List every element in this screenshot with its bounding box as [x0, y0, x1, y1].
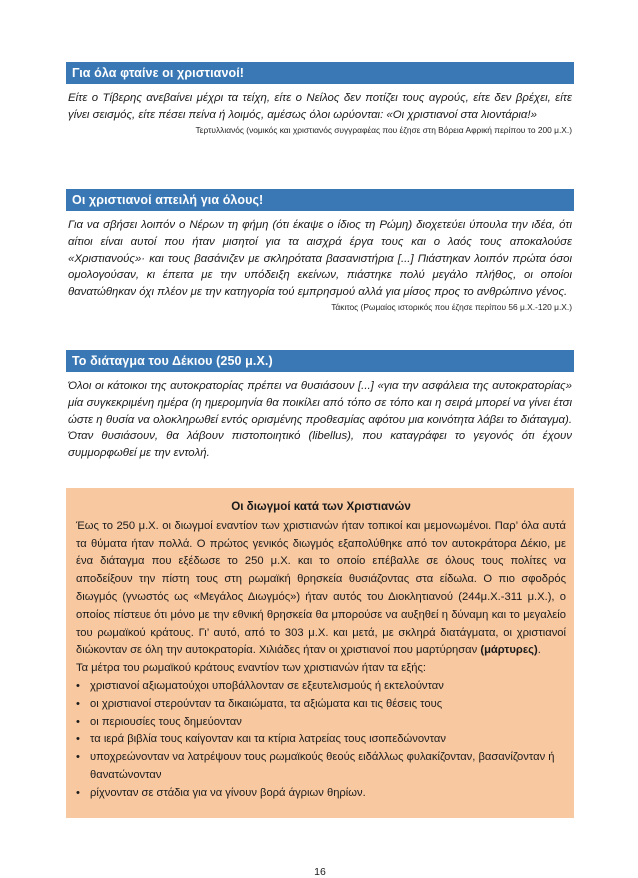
info-box-text-bold: (μάρτυρες) — [480, 644, 538, 657]
bullet-icon: • — [76, 786, 80, 799]
bullet-icon: • — [76, 679, 80, 692]
list-item: • οι περιουσίες τους δημεύονταν — [76, 714, 566, 732]
quote-text: Για να σβήσει λοιπόν ο Νέρων τη φήμη (ότι έκαψε ο ίδιος τη Ρώμη) διοχετεύει ύπουλα την ιδέα, ότι αίτιοι είναι αυτοί που ήταν μισητοί για τα αισχρά έργα τους και ο λαός τους αποκαλούσε «Χριστιανούς»· και τους βασάνιζεν με σκληρότατα βασανιστήρια [...] Πιάστηκαν λοιπόν πρώτα όσοι ομολογούσαν, κι έπειτα με την υπόδειξη εκείνων, πιάστηκε πολύ μεγάλο πλήθος, οι οποίοι θανατώθηκαν όχι πλέον με την κατηγορία τού εμπρησμού αλλά για μίσος προς το ανθρώπινο γένος. — [68, 219, 572, 299]
section-tertullian — [66, 62, 574, 136]
bullet-icon: • — [76, 751, 80, 764]
quote-source: Τερτυλλιανός (νομικός και χριστιανός συγγραφέας που έζησε στη Βόρεια Αφρική περίπου το 200 μ.Χ.) — [195, 124, 572, 135]
section-decius-edict — [66, 350, 574, 462]
info-box-text-main: Έως το 250 μ.Χ. οι διωγμοί εναντίον των χριστιανών ήταν τοπικοί και μεμονωμένοι. Παρ’ όλα αυτά τα θύματα ήταν πολλά. Ο πρώτος γενικός διωγμός εξαπολύθηκε από τον αυτοκράτορα Δέκιο, με ένα διάταγμα που εξέδωσε το 250 μ.Χ. και το οποίο επέβαλλε σε όλους τους πολίτες να αποδείξουν την πίστη τους στη ρωμαϊκή θρησκεία θυσιάζοντας στα είδωλα. Ο πιο σφοδρός διωγμός (γνωστός ως «Μεγάλος Διωγμός») ήταν αυτός του Διοκλητιανού (244μ.Χ.-311 μ.Χ.), ο οποίος πίστευε ότι μόνο με την εθνική θρησκεία θα μπορούσε να αυξηθεί η δύναμη και το μεγαλείο του ρωμαϊκού κράτους. Γι’ αυτό, από το 303 μ.Χ. και μετά, με σκληρά διατάγματα, οι χριστιανοί διώκονταν σε όλη την αυτοκρατορία. Χιλιάδες ήταν οι χριστιανοί που μαρτύρησαν — [76, 519, 566, 657]
info-box-title: Οι διωγμοί κατά των Χριστιανών — [231, 500, 411, 513]
info-box-persecutions — [66, 488, 574, 818]
measures-list — [76, 678, 566, 803]
list-item: • υποχρεώνονταν να λατρέψουν τους ρωμαϊκούς θεούς ειδάλλως φυλακίζονταν, βασανίζονταν ή θανατώνονταν — [76, 751, 555, 781]
section-tacitus — [66, 189, 574, 313]
list-item: • οι χριστιανοί στερούνταν τα δικαιώματα, τα αξιώματα και τις θέσεις τους — [76, 696, 566, 714]
section-header: Το διάταγμα του Δέκιου (250 μ.Χ.) — [66, 350, 574, 372]
section-header: Για όλα φταίνε οι χριστιανοί! — [66, 62, 574, 84]
info-box-text-end: . — [537, 644, 541, 657]
page-number: 16 — [314, 866, 326, 878]
bullet-icon: • — [76, 715, 80, 728]
list-item: • ρίχνονταν σε στάδια για να γίνουν βορά άγριων θηρίων. — [76, 785, 566, 803]
list-item: • χριστιανοί αξιωματούχοι υποβάλλονταν σε εξευτελισμούς ή εκτελούνταν — [76, 678, 566, 696]
measures-intro: Τα μέτρα του ρωμαϊκού κράτους εναντίον των χριστιανών ήταν τα εξής: — [76, 662, 427, 675]
info-box-text — [76, 518, 566, 660]
quote-source: Τάκιτος (Ρωμαίος ιστορικός που έζησε περίπου 56 μ.Χ.-120 μ.Χ.) — [331, 301, 572, 312]
bullet-icon: • — [76, 733, 80, 746]
list-item: • τα ιερά βιβλία τους καίγονταν και τα κτίρια λατρείας τους ισοπεδώνονταν — [76, 731, 566, 749]
quote-text: Όλοι οι κάτοικοι της αυτοκρατορίας πρέπει να θυσιάσουν [...] «για την ασφάλεια της αυτοκρατορίας» μία συγκεκριμένη ημέρα (η ημερομηνία θα ποικίλει από τόπο σε τόπο και η σειρά μπορεί να γίνει έτσι ώστε η θυσία να ολοκληρωθεί εντός ορισμένης προθεσμίας αφότου μια κοινότητα λάβει το διάταγμα). Όταν θυσιάσουν, θα λάβουν πιστοποιητικό (libellus), που καταγράφει το γεγονός ότι έχουν συμμορφωθεί με την εντολή. — [68, 380, 572, 460]
section-header: Οι χριστιανοί απειλή για όλους! — [66, 189, 574, 211]
bullet-icon: • — [76, 697, 80, 710]
quote-text: Είτε ο Τίβερης ανεβαίνει μέχρι τα τείχη, είτε ο Νείλος δεν ποτίζει τους αγρούς, είτε δεν βρέχει, είτε γίνει σεισμός, είτε πέσει πείνα ή λοιμός, αμέσως όλοι ωρύονται: «Οι χριστιανοί στα λιοντάρια!» — [68, 92, 572, 121]
